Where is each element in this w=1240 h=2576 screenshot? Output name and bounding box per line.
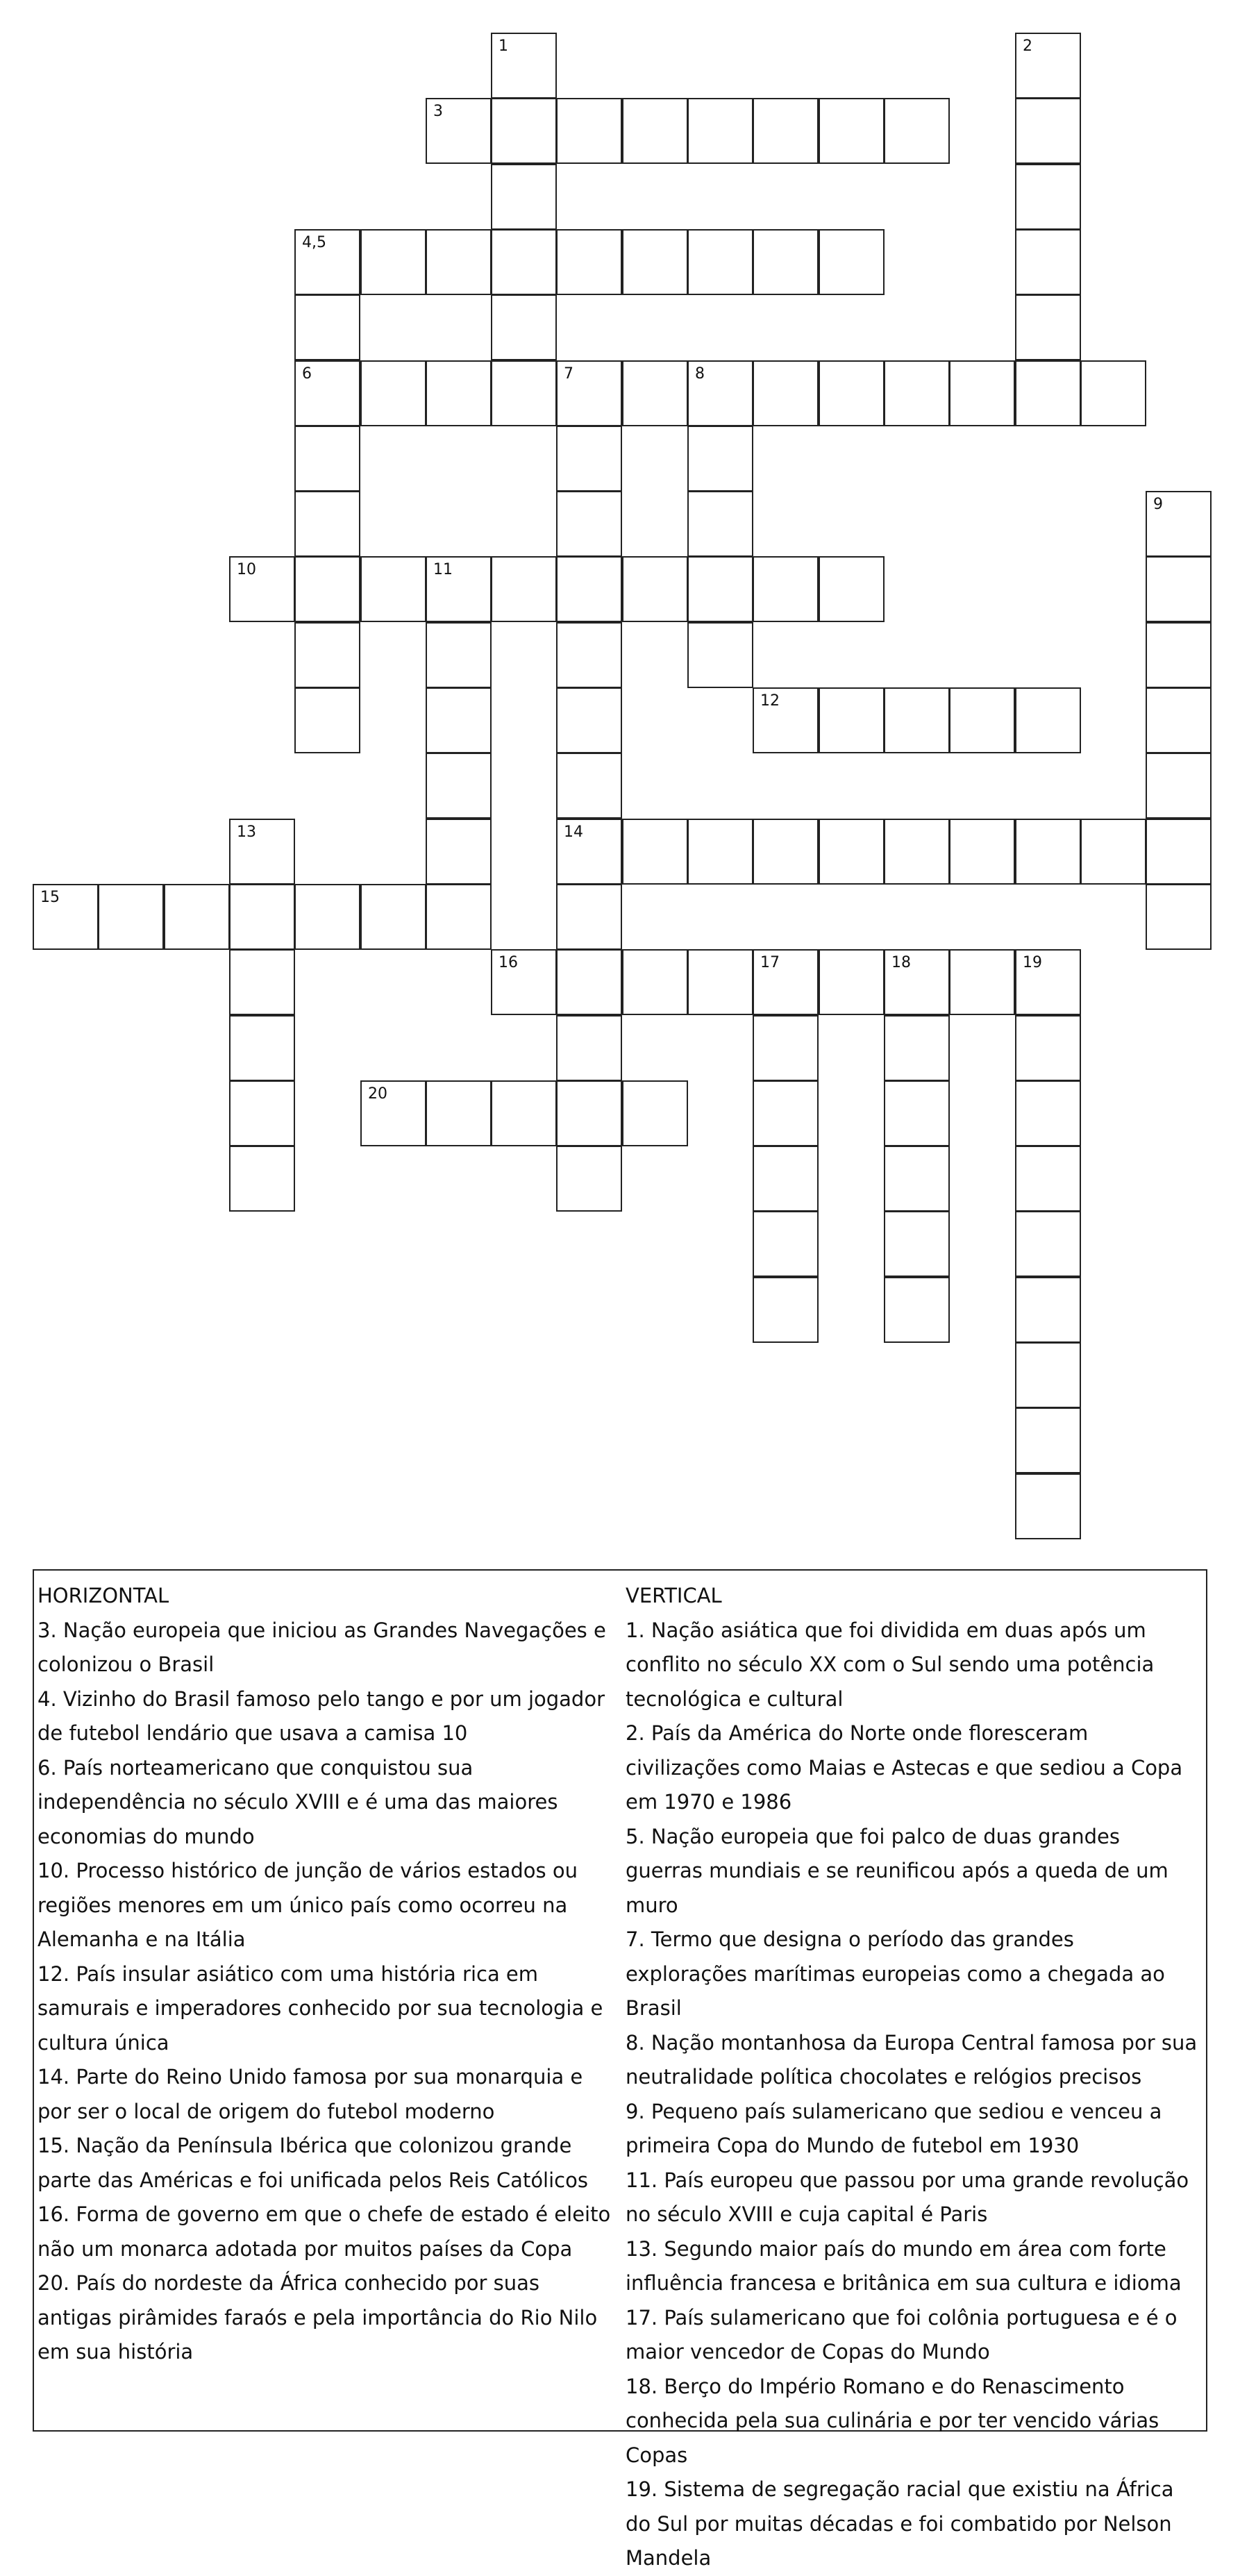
crossword-cell[interactable]	[294, 229, 360, 295]
crossword-cell[interactable]	[819, 229, 885, 295]
crossword-cell[interactable]	[360, 1080, 426, 1146]
crossword-cell[interactable]	[753, 1015, 819, 1081]
crossword-cell[interactable]	[1146, 884, 1212, 950]
clue-vertical-19: 19. Sistema de segregação racial que existiu na África do Sul por muitas décadas e foi combatido por Nelson Mandela	[626, 2477, 1174, 2570]
clue-horizontal-6: 6. País norteamericano que conquistou sua independência no século XVIII e é uma das maiores economias do mundo	[37, 1755, 558, 1848]
crossword-cell[interactable]	[687, 229, 753, 295]
crossword-cell[interactable]	[426, 1080, 492, 1146]
crossword-cell[interactable]	[556, 426, 622, 492]
crossword-cell[interactable]	[294, 556, 360, 622]
crossword-cell[interactable]	[1015, 1407, 1081, 1473]
crossword-cell[interactable]	[556, 1015, 622, 1081]
crossword-cell[interactable]	[426, 753, 492, 819]
crossword-cell[interactable]	[949, 819, 1015, 885]
crossword-cell[interactable]	[426, 98, 492, 164]
crossword-cell[interactable]	[1015, 33, 1081, 99]
crossword-cell[interactable]	[426, 360, 492, 426]
crossword-cell[interactable]	[491, 33, 557, 99]
crossword-cell[interactable]	[753, 819, 819, 885]
crossword-cell[interactable]	[426, 229, 492, 295]
crossword-cell[interactable]	[491, 229, 557, 295]
crossword-cell[interactable]	[687, 491, 753, 557]
crossword-cell[interactable]	[294, 294, 360, 360]
crossword-cell[interactable]	[491, 1080, 557, 1146]
crossword-cell[interactable]	[753, 360, 819, 426]
clue-horizontal-14: 14. Parte do Reino Unido famosa por sua monarquia e por ser o local de origem do futebol moderno	[37, 2065, 583, 2123]
crossword-cell[interactable]	[164, 884, 230, 950]
crossword-cell[interactable]	[1015, 1211, 1081, 1277]
clue-number: 9	[1153, 496, 1163, 513]
crossword-cell[interactable]	[622, 98, 688, 164]
clue-number: 20	[368, 1085, 387, 1103]
crossword-cell[interactable]	[884, 360, 950, 426]
crossword-cell[interactable]	[884, 1211, 950, 1277]
crossword-cell[interactable]	[1080, 819, 1146, 885]
crossword-cell[interactable]	[294, 360, 360, 426]
crossword-cell[interactable]	[622, 229, 688, 295]
clue-horizontal-3: 3. Nação europeia que iniciou as Grandes Navegações e colonizou o Brasil	[37, 1618, 606, 1676]
clue-horizontal-12: 12. País insular asiático com uma história rica em samurais e imperadores conhecido por sua tecnologia e cultura única	[37, 1962, 603, 2055]
crossword-cell[interactable]	[622, 360, 688, 426]
crossword-cell[interactable]	[1015, 949, 1081, 1015]
clue-vertical-7: 7. Termo que designa o período das grandes explorações marítimas europeias como a chegada ao Brasil	[626, 1927, 1165, 2020]
crossword-cell[interactable]	[622, 819, 688, 885]
crossword-cell[interactable]	[556, 491, 622, 557]
clue-number: 1	[498, 37, 508, 55]
crossword-cell[interactable]	[1015, 1080, 1081, 1146]
crossword-cell[interactable]	[884, 1080, 950, 1146]
crossword-cell[interactable]	[1015, 164, 1081, 230]
clue-horizontal-20: 20. País do nordeste da África conhecido por suas antigas pirâmides faraós e pela importância do Rio Nilo em sua história	[37, 2271, 598, 2364]
crossword-cell[interactable]	[556, 884, 622, 950]
crossword-cell[interactable]	[819, 360, 885, 426]
crossword-cell[interactable]	[229, 1080, 295, 1146]
crossword-cell[interactable]	[556, 949, 622, 1015]
crossword-cell[interactable]	[1146, 819, 1212, 885]
clue-vertical-13: 13. Segundo maior país do mundo em área com forte influência francesa e britânica em sua cultura e idioma	[626, 2236, 1182, 2295]
crossword-cell[interactable]	[294, 884, 360, 950]
clue-number: 10	[237, 561, 256, 578]
crossword-cell[interactable]	[1015, 98, 1081, 164]
crossword-cell[interactable]	[294, 687, 360, 753]
clue-number: 15	[40, 889, 60, 906]
clue-number: 8	[695, 365, 705, 383]
crossword-cell[interactable]	[884, 819, 950, 885]
crossword-cell[interactable]	[294, 491, 360, 557]
crossword-cell[interactable]	[1015, 294, 1081, 360]
crossword-cell[interactable]	[1146, 622, 1212, 688]
clue-vertical-9: 9. Pequeno país sulamericano que sediou e venceu a primeira Copa do Mundo de futebol em 1930	[626, 2099, 1162, 2157]
crossword-cell[interactable]	[753, 1211, 819, 1277]
clue-vertical-8: 8. Nação montanhosa da Europa Central famosa por sua neutralidade política chocolates e relógios precisos	[626, 2030, 1198, 2089]
clue-number: 6	[302, 365, 312, 383]
crossword-cell[interactable]	[556, 556, 622, 622]
clue-vertical-2: 2. País da América do Norte onde floresceram civilizações como Maias e Astecas e que sediou a Copa em 1970 e 1986	[626, 1721, 1183, 1814]
crossword-cell[interactable]	[819, 98, 885, 164]
clue-number: 7	[564, 365, 573, 383]
crossword-cell[interactable]	[426, 687, 492, 753]
crossword-cell[interactable]	[884, 687, 950, 753]
crossword-cell[interactable]	[491, 98, 557, 164]
crossword-cell[interactable]	[426, 884, 492, 950]
clue-number: 3	[433, 103, 443, 120]
crossword-cell[interactable]	[819, 949, 885, 1015]
crossword-cell[interactable]	[229, 884, 295, 950]
crossword-cell[interactable]	[556, 1080, 622, 1146]
clue-horizontal-16: 16. Forma de governo em que o chefe de estado é eleito não um monarca adotada por muitos países da Copa	[37, 2202, 611, 2261]
clue-vertical-5: 5. Nação europeia que foi palco de duas grandes guerras mundiais e se reunificou após a queda de um muro	[626, 1824, 1168, 1917]
crossword-cell[interactable]	[687, 949, 753, 1015]
crossword-cell[interactable]	[1015, 687, 1081, 753]
crossword-cell[interactable]	[1080, 360, 1146, 426]
crossword-cell[interactable]	[884, 1277, 950, 1343]
crossword-cell[interactable]	[294, 622, 360, 688]
crossword-cell[interactable]	[753, 949, 819, 1015]
crossword-cell[interactable]	[753, 98, 819, 164]
crossword-cell[interactable]	[360, 556, 426, 622]
clue-vertical-1: 1. Nação asiática que foi dividida em duas após um conflito no século XX com o Sul sendo uma potência tecnológica e cultural	[626, 1618, 1155, 1711]
crossword-cell[interactable]	[229, 819, 295, 885]
crossword-cell[interactable]	[491, 294, 557, 360]
crossword-cell[interactable]	[949, 360, 1015, 426]
crossword-cell[interactable]	[687, 819, 753, 885]
crossword-cell[interactable]	[753, 1146, 819, 1212]
crossword-cell[interactable]	[819, 687, 885, 753]
crossword-cell[interactable]	[1015, 819, 1081, 885]
crossword-cell[interactable]	[294, 426, 360, 492]
crossword-cell[interactable]	[426, 622, 492, 688]
crossword-cell[interactable]	[753, 1277, 819, 1343]
crossword-cell[interactable]	[753, 229, 819, 295]
clue-horizontal-4: 4. Vizinho do Brasil famoso pelo tango e por um jogador de futebol lendário que usava a camisa 10	[37, 1687, 605, 1745]
crossword-cell[interactable]	[949, 687, 1015, 753]
crossword-cell[interactable]	[884, 1146, 950, 1212]
clues-box	[33, 1569, 1207, 2570]
clue-number: 19	[1023, 954, 1042, 971]
clue-number: 4,5	[302, 234, 326, 251]
clue-vertical-18: 18. Berço do Império Romano e do Renascimento conhecida pela sua culinária e por ter vencido várias Copas	[626, 2374, 1159, 2467]
crossword-cell[interactable]	[556, 819, 622, 885]
crossword-cell[interactable]	[1146, 687, 1212, 753]
crossword-cell[interactable]	[491, 164, 557, 230]
crossword-cell[interactable]	[229, 556, 295, 622]
clue-number: 13	[237, 823, 256, 841]
crossword-cell[interactable]	[884, 1015, 950, 1081]
clue-horizontal-10: 10. Processo histórico de junção de vários estados ou regiões menores em um único país como ocorreu na Alemanha e na Itália	[37, 1859, 578, 1951]
crossword-cell[interactable]	[1015, 360, 1081, 426]
crossword-cell[interactable]	[556, 753, 622, 819]
horizontal-heading: HORIZONTAL	[37, 1584, 169, 1607]
crossword-cell[interactable]	[556, 1146, 622, 1212]
crossword-cell[interactable]	[687, 360, 753, 426]
crossword-cell[interactable]	[1015, 1277, 1081, 1343]
clue-number: 18	[891, 954, 911, 971]
crossword-cell[interactable]	[884, 949, 950, 1015]
crossword-cell[interactable]	[360, 229, 426, 295]
crossword-cell[interactable]	[491, 360, 557, 426]
crossword-cell[interactable]	[1015, 1473, 1081, 1539]
crossword-cell[interactable]	[753, 556, 819, 622]
crossword-cell[interactable]	[753, 1080, 819, 1146]
crossword-cell[interactable]	[1015, 229, 1081, 295]
clue-number: 14	[564, 823, 583, 841]
crossword-cell[interactable]	[1146, 556, 1212, 622]
crossword-cell[interactable]	[687, 622, 753, 688]
crossword-cell[interactable]	[1015, 1342, 1081, 1408]
clue-vertical-17: 17. País sulamericano que foi colônia portuguesa e é o maior vencedor de Copas do Mundo	[626, 2305, 1178, 2364]
vertical-heading: VERTICAL	[626, 1584, 722, 1607]
crossword-cell[interactable]	[819, 556, 885, 622]
clue-number: 2	[1023, 37, 1032, 55]
horizontal-clues	[37, 1579, 614, 2370]
crossword-cell[interactable]	[98, 884, 164, 950]
crossword-cell[interactable]	[360, 884, 426, 950]
clue-number: 16	[498, 954, 518, 971]
crossword-cell[interactable]	[556, 98, 622, 164]
crossword-cell[interactable]	[1015, 1146, 1081, 1212]
crossword-cell[interactable]	[556, 622, 622, 688]
clue-number: 11	[433, 561, 453, 578]
crossword-cell[interactable]	[229, 949, 295, 1015]
crossword-cell[interactable]	[360, 360, 426, 426]
crossword-cell[interactable]	[687, 98, 753, 164]
clue-number: 12	[760, 692, 780, 710]
crossword-cell[interactable]	[753, 687, 819, 753]
crossword-cell[interactable]	[556, 229, 622, 295]
crossword-cell[interactable]	[491, 949, 557, 1015]
crossword-cell[interactable]	[556, 687, 622, 753]
clue-vertical-11: 11. País europeu que passou por uma grande revolução no século XVIII e cuja capital é Paris	[626, 2168, 1189, 2226]
crossword-cell[interactable]	[622, 556, 688, 622]
crossword-cell[interactable]	[687, 556, 753, 622]
clue-number: 17	[760, 954, 780, 971]
crossword-cell[interactable]	[622, 949, 688, 1015]
crossword-cell[interactable]	[491, 556, 557, 622]
crossword-cell[interactable]	[426, 819, 492, 885]
crossword-cell[interactable]	[1146, 491, 1212, 557]
crossword-cell[interactable]	[556, 360, 622, 426]
crossword-cell[interactable]	[884, 98, 950, 164]
crossword-cell[interactable]	[687, 426, 753, 492]
crossword-cell[interactable]	[426, 556, 492, 622]
crossword-cell[interactable]	[33, 884, 99, 950]
crossword-cell[interactable]	[229, 1146, 295, 1212]
crossword-cell[interactable]	[819, 819, 885, 885]
crossword-cell[interactable]	[229, 1015, 295, 1081]
crossword-cell[interactable]	[1015, 1015, 1081, 1081]
crossword-cell[interactable]	[622, 1080, 688, 1146]
crossword-cell[interactable]	[949, 949, 1015, 1015]
vertical-clues	[626, 1579, 1202, 2576]
clue-horizontal-15: 15. Nação da Península Ibérica que colonizou grande parte das Américas e foi unificada pelos Reis Católicos	[37, 2134, 588, 2192]
crossword-cell[interactable]	[1146, 753, 1212, 819]
